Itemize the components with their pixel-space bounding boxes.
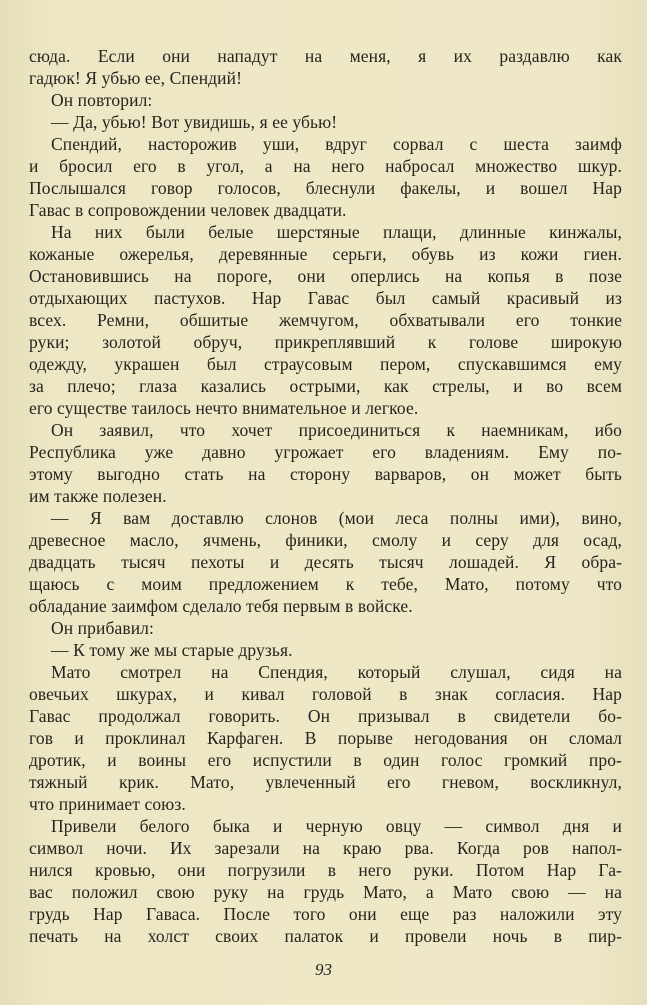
text-line: всех. Ремни, обшитые жемчугом, обхватывали его тонкие bbox=[29, 310, 622, 330]
text-line: дротик, и воины его испустили в один голос громкий про- bbox=[29, 750, 622, 770]
paragraph bbox=[29, 89, 622, 111]
text-line: На них были белые шерстяные плащи, длинные кинжалы, bbox=[51, 222, 622, 242]
text-line: отдыхающих пастухов. Нар Гавас был самый красивый из bbox=[29, 288, 622, 308]
text-line: тяжный крик. Мато, увлеченный его гневом, воскликнул, bbox=[29, 772, 622, 792]
text-line: овечьих шкурах, и кивал головой в знак согласия. Нар bbox=[29, 684, 622, 704]
text-line: нился кровью, они погрузили в него руки. Потом Нар Га- bbox=[29, 860, 622, 880]
text-line: этому выгодно стать на сторону варваров, он может быть bbox=[29, 464, 622, 484]
paragraph bbox=[29, 507, 622, 617]
paragraph bbox=[29, 661, 622, 815]
text-line: и бросил его в угол, а на него набросал множество шкур. bbox=[29, 156, 622, 176]
text-line: древесное масло, ячмень, финики, смолу и серу для осад, bbox=[29, 530, 622, 550]
text-line: его существе таилось нечто внимательное и легкое. bbox=[29, 398, 419, 418]
body-text bbox=[29, 45, 622, 947]
text-line: Мато смотрел на Спендия, который слушал, сидя на bbox=[51, 662, 622, 682]
text-line: Привели белого быка и черную овцу — символ дня и bbox=[51, 816, 622, 836]
paragraph bbox=[29, 815, 622, 947]
paragraph bbox=[29, 221, 622, 419]
text-line: Гавас продолжал говорить. Он призывал в свидетели бо- bbox=[29, 706, 622, 726]
paragraph bbox=[29, 111, 622, 133]
text-line: грудь Нар Гаваса. После того они еще раз наложили эту bbox=[29, 904, 622, 924]
text-line: Послышался говор голосов, блеснули факелы, и вошел Нар bbox=[29, 178, 622, 198]
text-line: двадцать тысяч пехоты и десять тысяч лошадей. Я обра- bbox=[29, 552, 622, 572]
paragraph bbox=[29, 639, 622, 661]
text-line: им также полезен. bbox=[29, 486, 167, 506]
text-line: кожаные ожерелья, деревянные серьги, обувь из кожи гиен. bbox=[29, 244, 622, 264]
paragraph bbox=[29, 419, 622, 507]
text-line: Республика уже давно угрожает его владениям. Ему по- bbox=[29, 442, 622, 462]
page-number: 93 bbox=[315, 960, 332, 979]
text-line: гадюк! Я убью ее, Спендий! bbox=[29, 68, 243, 88]
paragraph bbox=[29, 45, 622, 89]
text-line: за плечо; глаза казались острыми, как стрелы, и во всем bbox=[29, 376, 622, 396]
text-line: гов и проклинал Карфаген. В порыве негодования он сломал bbox=[29, 728, 622, 748]
text-line: Остановившись на пороге, они оперлись на копья в позе bbox=[29, 266, 622, 286]
text-line: что принимает союз. bbox=[29, 794, 186, 814]
paragraph bbox=[29, 133, 622, 221]
text-line: — К тому же мы старые друзья. bbox=[51, 640, 293, 660]
text-line: вас положил свою руку на грудь Мато, а Мато свою — на bbox=[29, 882, 622, 902]
text-line: щаюсь с моим предложением к тебе, Мато, потому что bbox=[29, 574, 622, 594]
text-line: сюда. Если они нападут на меня, я их раздавлю как bbox=[29, 46, 622, 66]
text-line: Он заявил, что хочет присоединиться к наемникам, ибо bbox=[51, 420, 622, 440]
text-line: Спендий, насторожив уши, вдруг сорвал с шеста заимф bbox=[51, 134, 622, 154]
text-line: символ ночи. Их зарезали на краю рва. Когда ров напол- bbox=[29, 838, 622, 858]
text-line: Он повторил: bbox=[51, 90, 153, 110]
text-line: печать на холст своих палаток и провели ночь в пир- bbox=[29, 926, 622, 946]
text-line: обладание заимфом сделало тебя первым в войске. bbox=[29, 596, 413, 616]
text-line: — Да, убью! Вот увидишь, я ее убью! bbox=[51, 112, 338, 132]
paragraph bbox=[29, 617, 622, 639]
text-line: — Я вам доставлю слонов (мои леса полны ими), вино, bbox=[51, 508, 622, 528]
text-line: руки; золотой обруч, прикреплявший к голове широкую bbox=[29, 332, 622, 352]
text-line: одежду, украшен был страусовым пером, спускавшимся ему bbox=[29, 354, 622, 374]
text-line: Он прибавил: bbox=[51, 618, 154, 638]
text-line: Гавас в сопровождении человек двадцати. bbox=[29, 200, 347, 220]
